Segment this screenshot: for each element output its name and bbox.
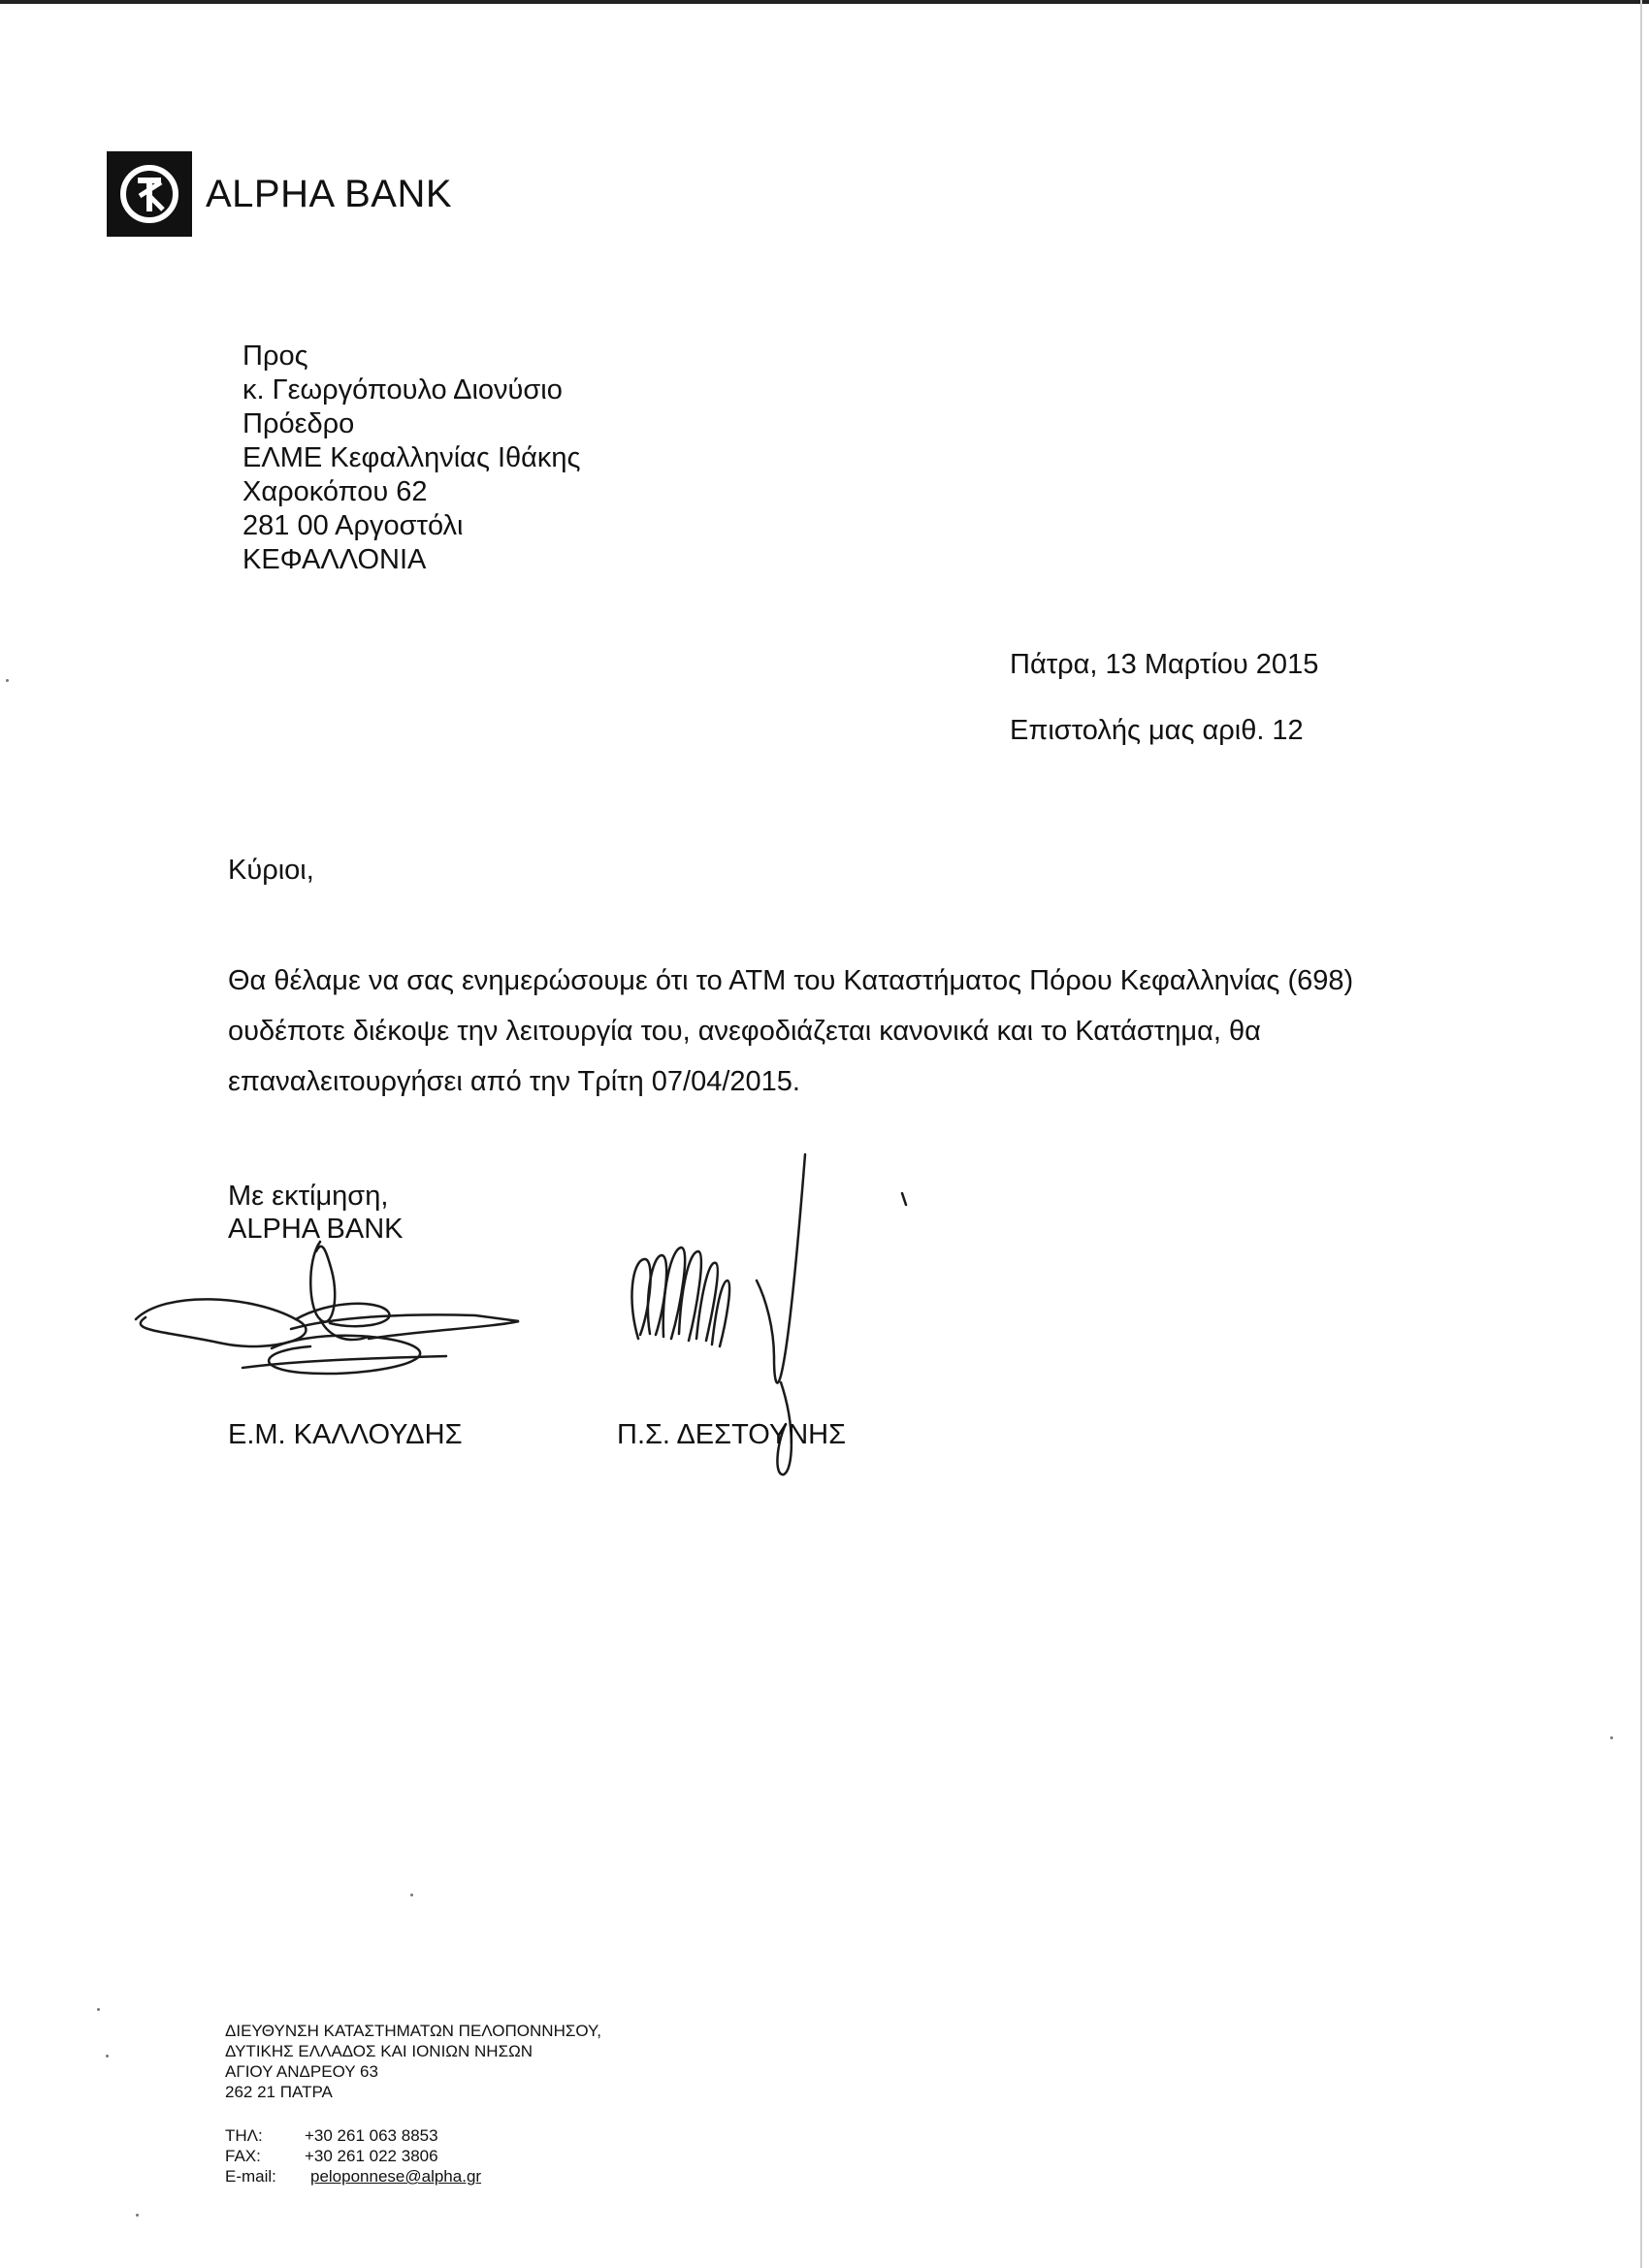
recipient-address-block — [242, 340, 581, 577]
bank-logo — [107, 150, 452, 238]
letter-body — [228, 956, 1470, 1107]
scan-speck — [1610, 1736, 1613, 1739]
scan-speck — [106, 2055, 109, 2057]
recipient-line: Πρόεδρο — [242, 408, 355, 439]
recipient-line: Προς — [242, 340, 308, 372]
recipient-line: ΚΕΦΑΛΛΟΝΙΑ — [242, 544, 427, 575]
recipient-line: ΕΛΜΕ Κεφαλληνίας Ιθάκης — [242, 442, 581, 473]
scan-speck — [136, 2214, 139, 2217]
phone-label: ΤΗΛ: — [225, 2126, 263, 2145]
footer-address — [225, 2021, 601, 2102]
scan-speck — [6, 679, 9, 682]
footer-address-line: ΔΥΤΙΚΗΣ ΕΛΛΑΔΟΣ ΚΑΙ ΙΟΝΙΩΝ ΝΗΣΩΝ — [225, 2042, 534, 2060]
signer-name-left: Ε.Μ. ΚΑΛΛΟΥΔΗΣ — [228, 1419, 463, 1450]
signature-left — [126, 1222, 534, 1392]
footer-address-line: ΑΓΙΟΥ ΑΝΔΡΕΟΥ 63 — [225, 2062, 378, 2081]
email-link[interactable]: peloponnese@alpha.gr — [310, 2167, 482, 2186]
page-top-rule — [0, 0, 1649, 4]
footer-contact — [225, 2125, 481, 2187]
email-row — [225, 2166, 481, 2187]
date-reference-block — [1010, 645, 1318, 750]
salutation: Κύριοι, — [228, 855, 314, 886]
letter-reference-number: Επιστολής μας αριθ. 12 — [1010, 715, 1304, 746]
letter-date: Πάτρα, 13 Μαρτίου 2015 — [1010, 649, 1319, 680]
recipient-line: Χαροκόπου 62 — [242, 476, 428, 507]
closing-phrase: Με εκτίμηση, — [228, 1181, 389, 1212]
phone-number: +30 261 063 8853 — [305, 2126, 438, 2145]
alpha-bank-logo-icon — [107, 151, 192, 237]
email-label: E-mail: — [225, 2167, 276, 2186]
scan-speck — [410, 1894, 413, 1896]
fax-row — [225, 2146, 481, 2166]
page-right-edge — [1640, 0, 1642, 2268]
body-line: επαναλειτουργήσει από την Τρίτη 07/04/2015. — [228, 1066, 800, 1097]
bank-name-logo-text: ALPHA BANK — [206, 172, 453, 215]
closing-company: ALPHA BANK — [228, 1214, 404, 1245]
phone-row — [225, 2125, 481, 2146]
fax-number: +30 261 022 3806 — [305, 2147, 438, 2165]
body-line: ουδέποτε διέκοψε την λειτουργία του, ανεφοδιάζεται κανονικά και το Κατάστημα, θα — [228, 1016, 1261, 1047]
signer-name-right: Π.Σ. ΔΕΣΤΟΥΝΗΣ — [617, 1419, 847, 1450]
recipient-line: κ. Γεωργόπουλο Διονύσιο — [242, 374, 563, 405]
footer-address-line: ΔΙΕΥΘΥΝΣΗ ΚΑΤΑΣΤΗΜΑΤΩΝ ΠΕΛΟΠΟΝΝΗΣΟΥ, — [225, 2022, 601, 2040]
footer-address-line: 262 21 ΠΑΤΡΑ — [225, 2083, 333, 2101]
fax-label: FAX: — [225, 2147, 261, 2165]
scan-speck — [97, 2008, 100, 2011]
recipient-line: 281 00 Αργοστόλι — [242, 510, 464, 541]
body-line: Θα θέλαμε να σας ενημερώσουμε ότι το ΑΤΜ του Καταστήματος Πόρου Κεφαλληνίας (698) — [228, 965, 1354, 996]
